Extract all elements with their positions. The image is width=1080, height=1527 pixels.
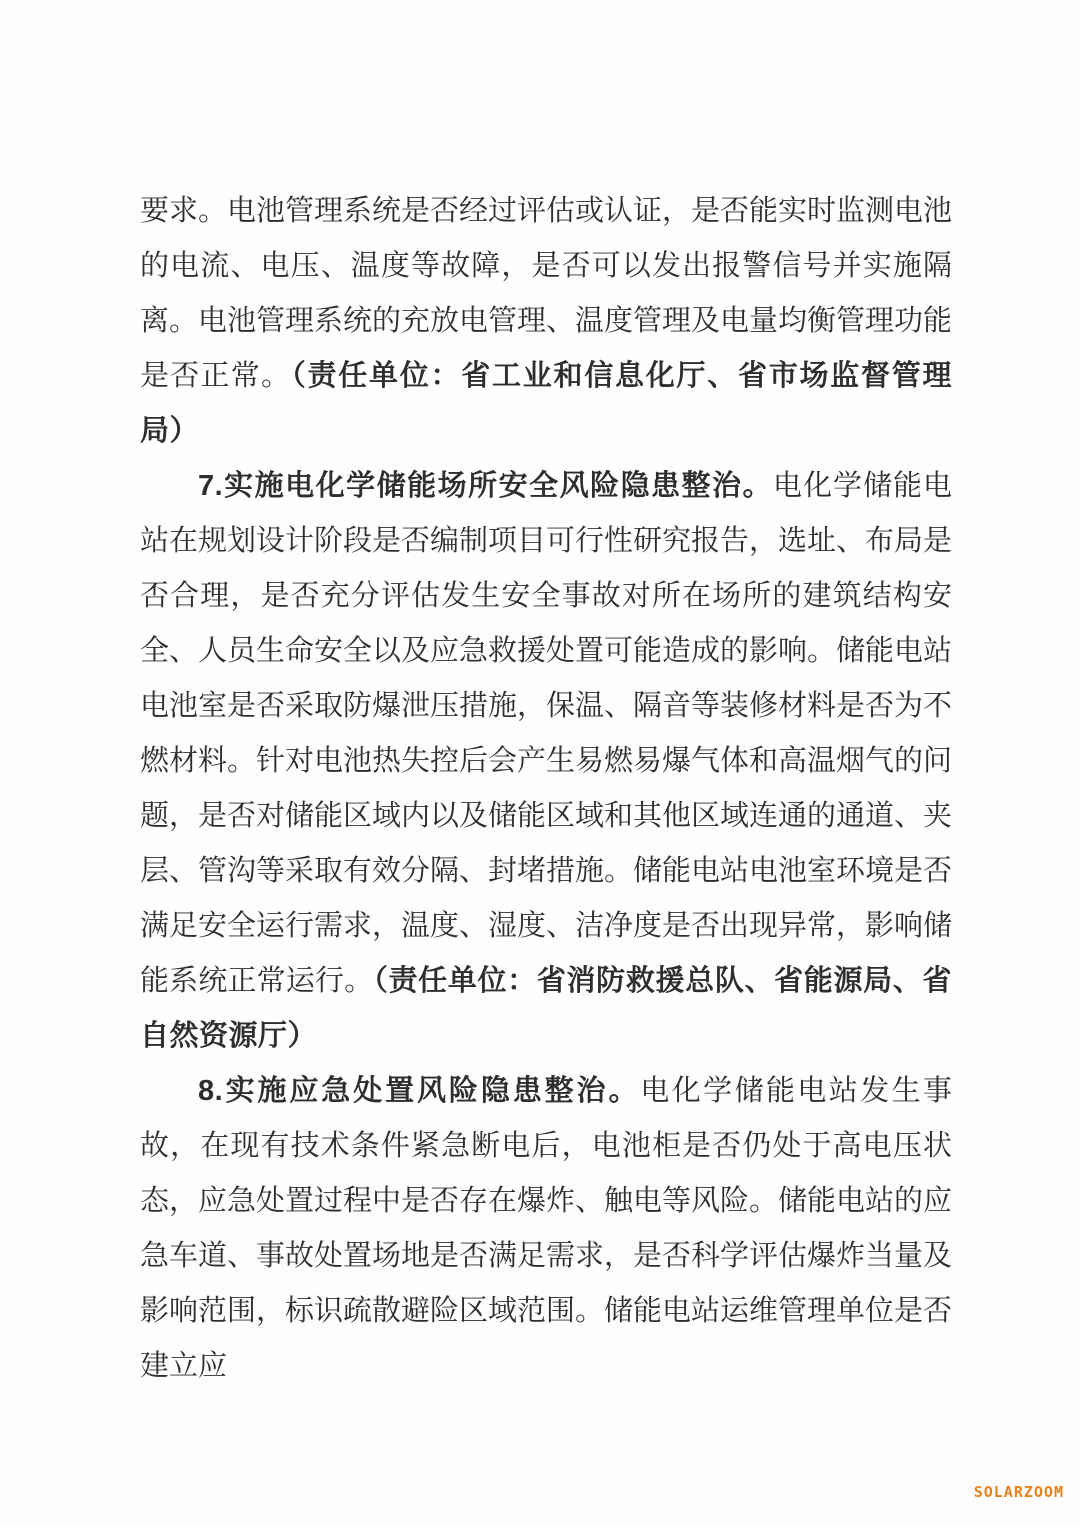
responsible-unit-bold: （责任单位：省工业和信息化厅、省市场监督管理局） [140, 360, 952, 447]
responsible-unit-bold: （责任单位：省消防救援总队、省能源局、省自然资源厅） [140, 965, 952, 1052]
paragraph-continuation [140, 184, 952, 459]
body-text-run: 电化学储能电站在规划设计阶段是否编制项目可行性研究报告，选址、布局是否合理，是否充分评估发生安全事故对所在场所的建筑结构安全、人员生命安全以及应急救援处置可能造成的影响。储能电站电池室是否采取防爆泄压措施，保温、隔音等装修材料是否为不燃材料。针对电池热失控后会产生易燃易爆气体和高温烟气的问题，是否对储能区域内以及储能区域和其他区域连通的通道、夹层、管沟等采取有效分隔、封堵措施。储能电站电池室环境是否满足安全运行需求，温度、湿度、洁净度是否出现异常，影响储能系统正常运行。 [140, 470, 953, 997]
paragraph-item-8 [140, 1064, 952, 1394]
body-text-run: 电化学储能电站发生事故，在现有技术条件紧急断电后，电池柜是否仍处于高电压状态，应急处置过程中是否存在爆炸、触电等风险。储能电站的应急车道、事故处置场地是否满足需求，是否科学评估爆炸当量及影响范围，标识疏散避险区域范围。储能电站运维管理单位是否建立应 [140, 1075, 953, 1382]
document-text-body [140, 184, 952, 1394]
item-7-heading-bold: 7.实施电化学储能场所安全风险隐患整治。 [198, 470, 774, 502]
body-text-run: 要求。电池管理系统是否经过评估或认证，是否能实时监测电池的电流、电压、温度等故障，是否可以发出报警信号并实施隔离。电池管理系统的充放电管理、温度管理及电量均衡管理功能是否正常。 [140, 195, 953, 392]
item-8-heading-bold: 8.实施应急处置风险隐患整治。 [198, 1075, 641, 1107]
solarzoom-watermark: SOLARZOOM [973, 1483, 1064, 1501]
paragraph-item-7 [140, 459, 952, 1064]
